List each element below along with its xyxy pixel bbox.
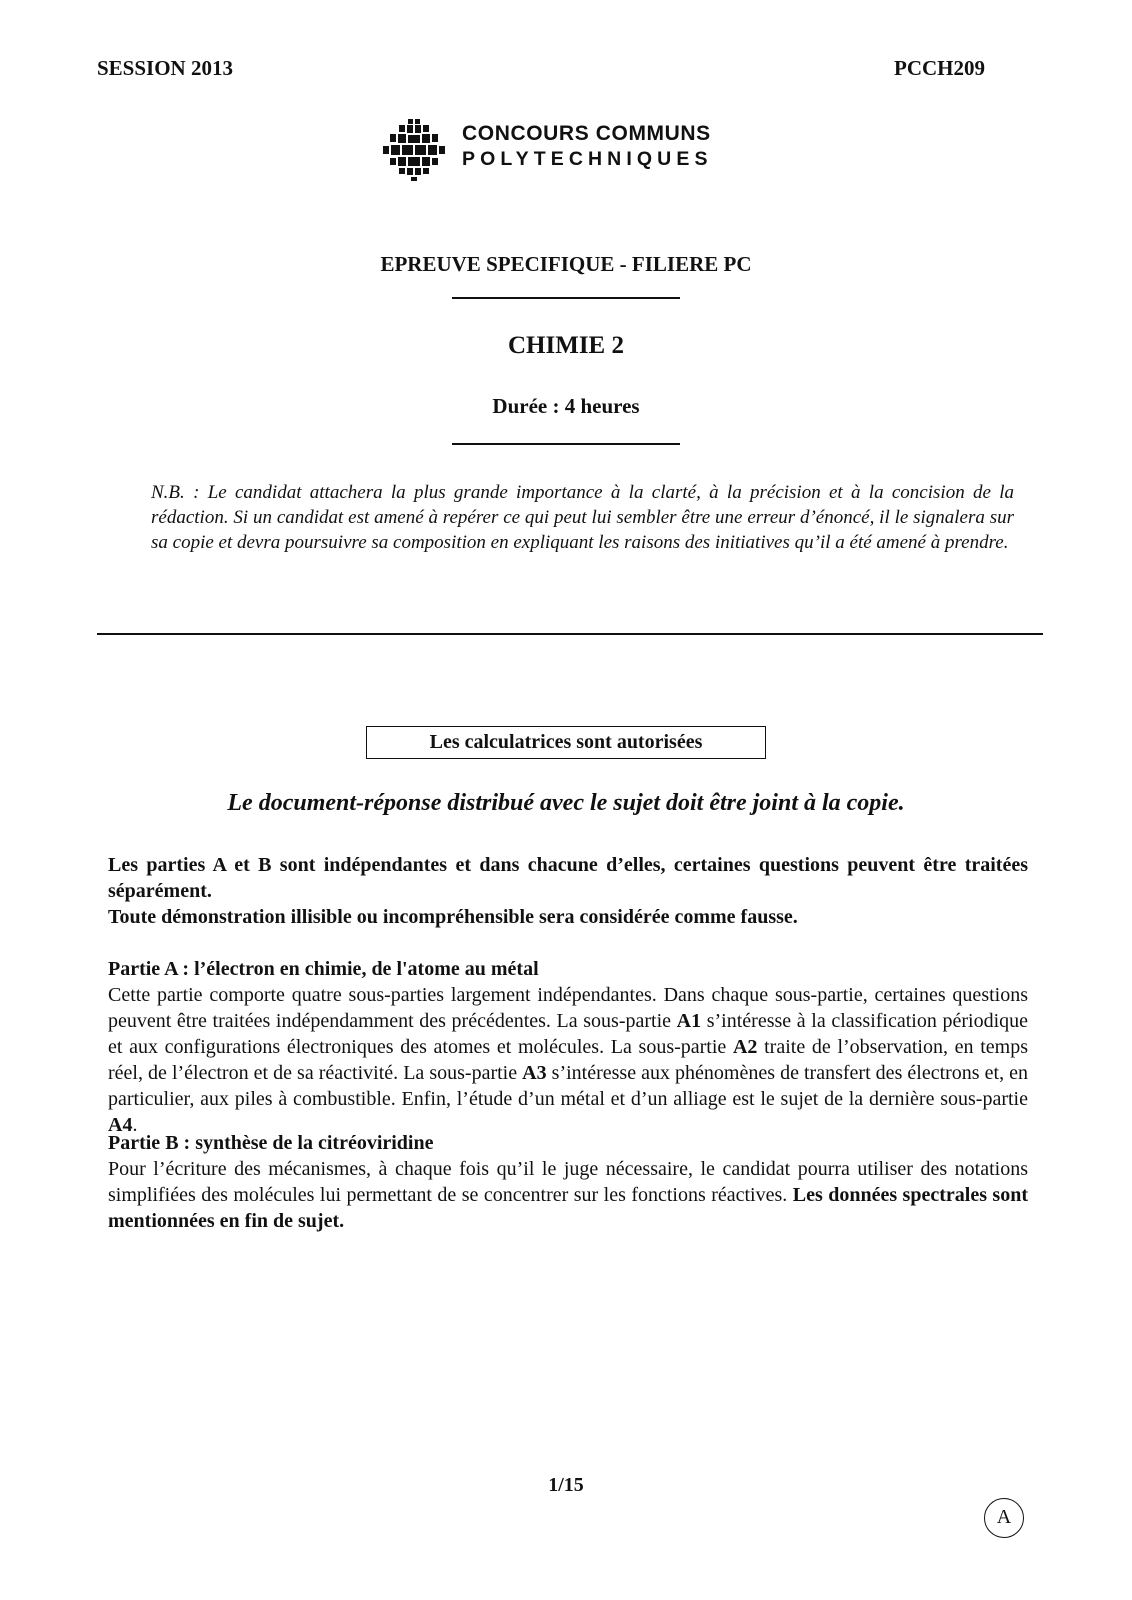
part-a-description <box>108 982 1028 1138</box>
concours-logo <box>382 118 742 182</box>
subpart-ref: A1 <box>676 1010 702 1032</box>
calculators-notice: Les calculatrices sont autorisées <box>366 726 766 759</box>
text-run: Cette partie comporte quatre sous-parties largement indépendantes. Dans chaque sous-partie, certaines questions peuvent être traitées indépendamment des précédentes. La sous-partie <box>108 984 1028 1032</box>
nb-note: N.B. : Le candidat attachera la plus grande importance à la clarté, à la précision et à la concision de la rédaction. Si un candidat est amené à repérer ce qui peut lui sembler être une erreur d’énoncé, il le signalera sur sa copie et devra poursuivre sa composition en expliquant les raisons des initiatives qu’il a été amené à prendre. <box>151 482 1014 553</box>
intro-instructions <box>108 852 1028 930</box>
logo-title-line1: CONCOURS COMMUNS <box>462 122 711 145</box>
text-run: s’intéresse à la classification périodique et aux configurations électroniques des atomes et molécules. La sous-partie <box>108 1010 1028 1058</box>
page-divider <box>97 633 1043 635</box>
text-run: Pour l’écriture des mécanismes, à chaque fois qu’il le juge nécessaire, le candidat pourra utiliser des notations simplifiées des molécules lui permettant de se concentrer sur les fonctions réactives. <box>108 1158 1028 1206</box>
intro-line-2: Toute démonstration illisible ou incompréhensible sera considérée comme fausse. <box>108 906 798 928</box>
subpart-ref: A3 <box>522 1062 547 1084</box>
exam-code: PCCH209 <box>894 56 985 80</box>
epreuve-title: EPREUVE SPECIFIQUE - FILIERE PC <box>380 252 752 276</box>
separator-rule <box>452 297 680 299</box>
part-b-heading: Partie B : synthèse de la citréoviridine <box>108 1132 434 1154</box>
version-badge: A <box>984 1498 1024 1538</box>
part-b-section <box>108 1130 1028 1234</box>
subpart-ref: A2 <box>732 1036 758 1058</box>
separator-rule <box>452 443 680 445</box>
text-run: . <box>132 1114 138 1136</box>
subpart-ref: A4 <box>108 1114 133 1136</box>
part-a-section <box>108 956 1028 1138</box>
spectral-data-note: Les données spectrales sont mentionnées en fin de sujet. <box>108 1184 1028 1232</box>
part-b-description <box>108 1156 1028 1234</box>
concours-logo-icon <box>382 118 446 182</box>
text-run: traite de l’observation, en temps réel, de l’électron et de sa réactivité. La sous-partie <box>108 1036 1028 1084</box>
session-label: SESSION 2013 <box>97 56 233 80</box>
document-reponse-notice: Le document-réponse distribué avec le sujet doit être joint à la copie. <box>227 790 905 816</box>
duration-label: Durée : 4 heures <box>492 394 640 418</box>
text-run: s’intéresse aux phénomènes de transfert des électrons et, en particulier, aux piles à combustible. Enfin, l’étude d’un métal et d’un alliage est le sujet de la dernière sous-partie <box>108 1062 1028 1110</box>
logo-title-line2: POLYTECHNIQUES <box>462 148 713 170</box>
subject-title: CHIMIE 2 <box>508 332 624 359</box>
page-number: 1/15 <box>548 1474 584 1496</box>
intro-line-1: Les parties A et B sont indépendantes et dans chacune d’elles, certaines questions peuvent être traitées séparément. <box>108 854 1028 902</box>
part-a-heading: Partie A : l’électron en chimie, de l'atome au métal <box>108 958 539 980</box>
